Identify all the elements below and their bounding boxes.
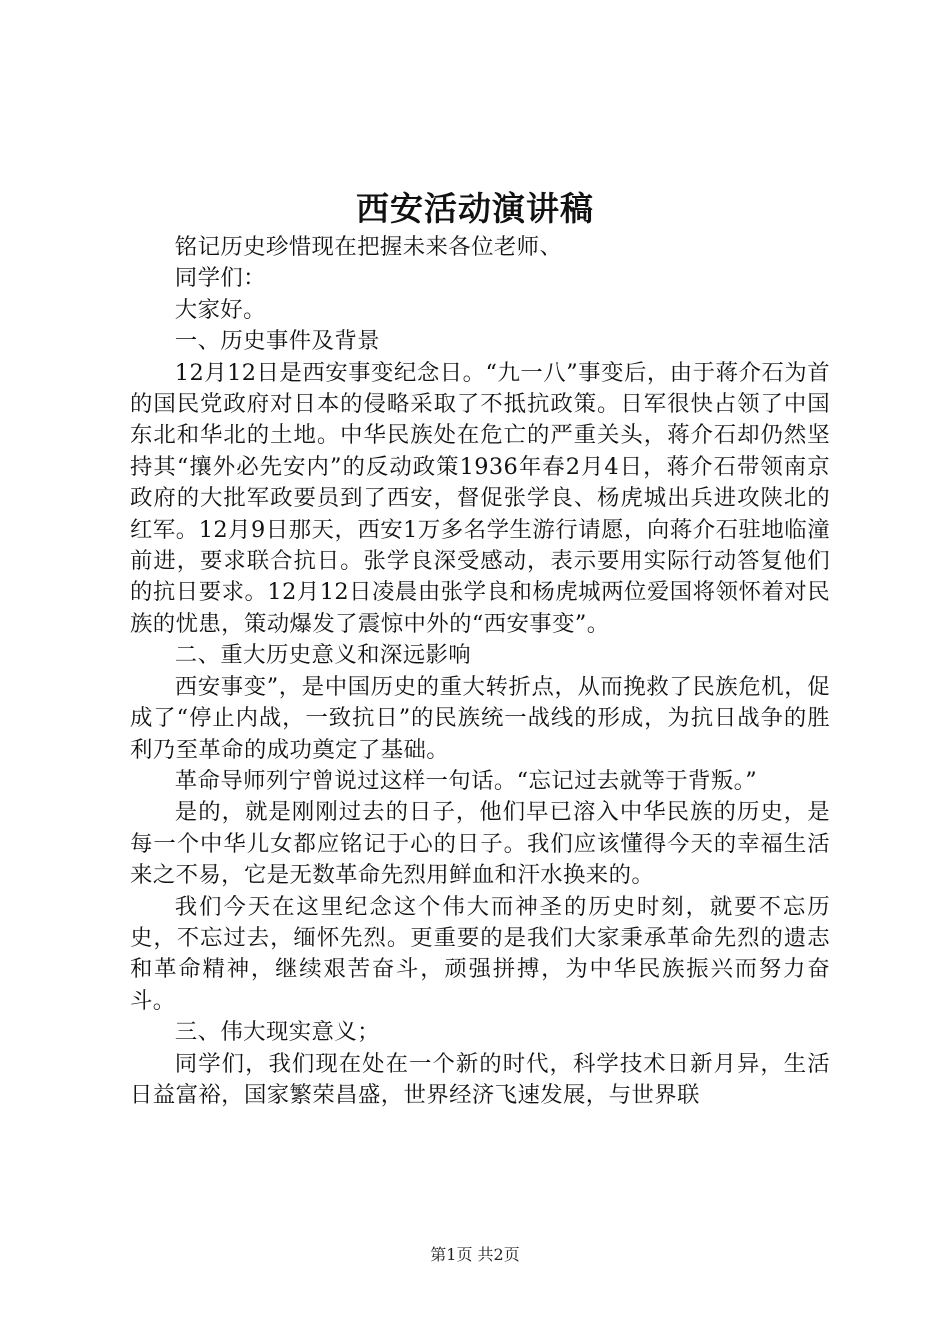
section-heading: 二、重大历史意义和深远影响 [174, 642, 472, 669]
paragraph: 革命导师列宁曾说过这样一句话。“忘记过去就等于背叛。” [174, 767, 758, 794]
page-footer: 第1页 共2页 [430, 1245, 520, 1264]
paragraph: 铭记历史珍惜现在把握未来各位老师、 [174, 234, 563, 260]
paragraph: 同学们： [174, 265, 266, 292]
paragraph: 12月12日是西安事变纪念日。“九一八”事变后，由于蒋介石为首的国民党政府对日本的侵略采取了不抵抗政策。日军很快占领了中国东北和华北的土地。中华民族处在危亡的严重关头，蒋介石却仍然坚持其“攘外必先安内”的反动政策1936年春2月4日，蒋介石带领南京政府的大批军政要员到了西安，督促张学良、杨虎城出兵进攻陕北的红军。12月9日那天，西安1万多名学生游行请愿，向蒋介石驻地临潼前进，要求联合抗日。张学良深受感动，表示要用实际行动答复他们的抗日要求。12月12日凌晨由张学良和杨虎城两位爱国将领怀着对民族的忧患，策动爆发了震惊中外的“西安事变”。 [130, 359, 830, 637]
paragraph: 是的，就是刚刚过去的日子，他们早已溶入中华民族的历史，是每一个中华儿女都应铭记于心的日子。我们应该懂得今天的幸福生活来之不易，它是无数革命先烈用鲜血和汗水换来的。 [130, 799, 830, 889]
paragraph: 我们今天在这里纪念这个伟大而神圣的历史时刻，就要不忘历史，不忘过去，缅怀先烈。更重要的是我们大家秉承革命先烈的遗志和革命精神，继续艰苦奋斗，顽强拼搏，为中华民族振兴而努力奋斗。 [130, 893, 830, 1014]
section-heading: 一、历史事件及背景 [174, 328, 380, 355]
paragraph: 西安事变”，是中国历史的重大转折点，从而挽救了民族危机，促成了“停止内战，一致抗日”的民族统一战线的形成，为抗日战争的胜利乃至革命的成功奠定了基础。 [130, 673, 830, 763]
section-heading: 三、伟大现实意义； [174, 1019, 380, 1046]
paragraph: 同学们，我们现在处在一个新的时代，科学技术日新月异，生活日益富裕，国家繁荣昌盛，世界经济飞速发展，与世界联 [130, 1050, 830, 1108]
paragraph: 大家好。 [174, 296, 266, 323]
document-body [130, 232, 830, 1111]
document-title: 西安活动演讲稿 [356, 189, 594, 228]
